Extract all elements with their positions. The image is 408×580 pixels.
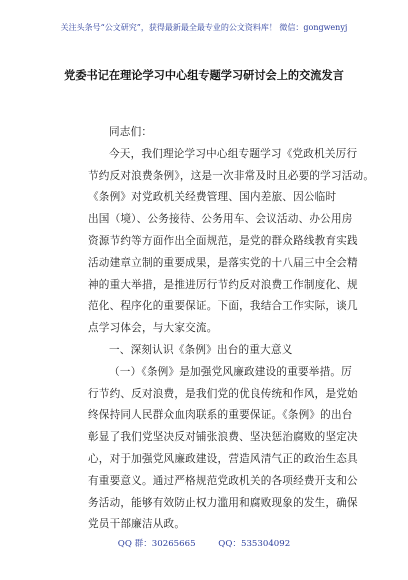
body-line: 出国（境）、公务接待、公务用车、会议活动、办公用房 [88, 213, 353, 226]
body-line: 范化、程序化的重要保证。下面，我结合工作实际，谈几 [88, 300, 358, 313]
body-line: 彰显了我们党坚决反对铺张浪费、坚决惩治腐败的坚定决 [88, 431, 358, 444]
body-line: 今天，我们理论学习中心组专题学习《党政机关厉行 [109, 147, 358, 160]
body-line: 终保持同人民群众血肉联系的重要保证。《条例》的出台 [88, 409, 353, 422]
body-line: （一）《条例》是加强党风廉政建设的重要举措。厉 [109, 365, 352, 378]
body-line: 活动建章立制的重要成果，是落实党的十八届三中全会精 [88, 256, 358, 269]
body-line: 节约反对浪费条例》，这是一次非常及时且必要的学习活动。 [88, 169, 375, 182]
footer-qq-group: QQ 群：30265665 [117, 539, 196, 549]
body-line: 神的重大举措，是推进厉行节约反对浪费工作制度化、规 [88, 278, 358, 291]
section-heading: 一、深刻认识《条例》出台的重大意义 [109, 343, 293, 356]
footer-qq-number: QQ：535304092 [218, 539, 291, 549]
body-line: 党员干部廉洁从政。 [88, 518, 186, 531]
body-line: 务活动，能够有效防止权力滥用和腐败现象的发生，确保 [88, 496, 358, 509]
header-banner: 关注头条号“公文研究”，获得最新最全最专业的公文资料库！ 微信：gongwenyj [60, 23, 348, 32]
body-line: 资源节约等方面作出全面规范，是党的群众路线教育实践 [88, 234, 358, 247]
body-line: 点学习体会，与大家交流。 [88, 322, 218, 335]
body-line: 行节约、反对浪费，是我们党的优良传统和作风，是党始 [88, 387, 358, 400]
document-title: 党委书记在理论学习中心组专题学习研讨会上的交流发言 [64, 69, 344, 82]
document-body [88, 122, 375, 536]
salutation-line: 同志们： [109, 126, 153, 138]
footer-contact [0, 537, 408, 549]
body-line: 有重要意义。通过严格规范党政机关的各项经费开支和公 [88, 474, 358, 487]
body-line: 《条例》对党政机关经费管理、国内差旅、因公临时 [88, 191, 337, 204]
body-line: 心，对于加强党风廉政建设，营造风清气正的政治生态具 [88, 452, 358, 465]
